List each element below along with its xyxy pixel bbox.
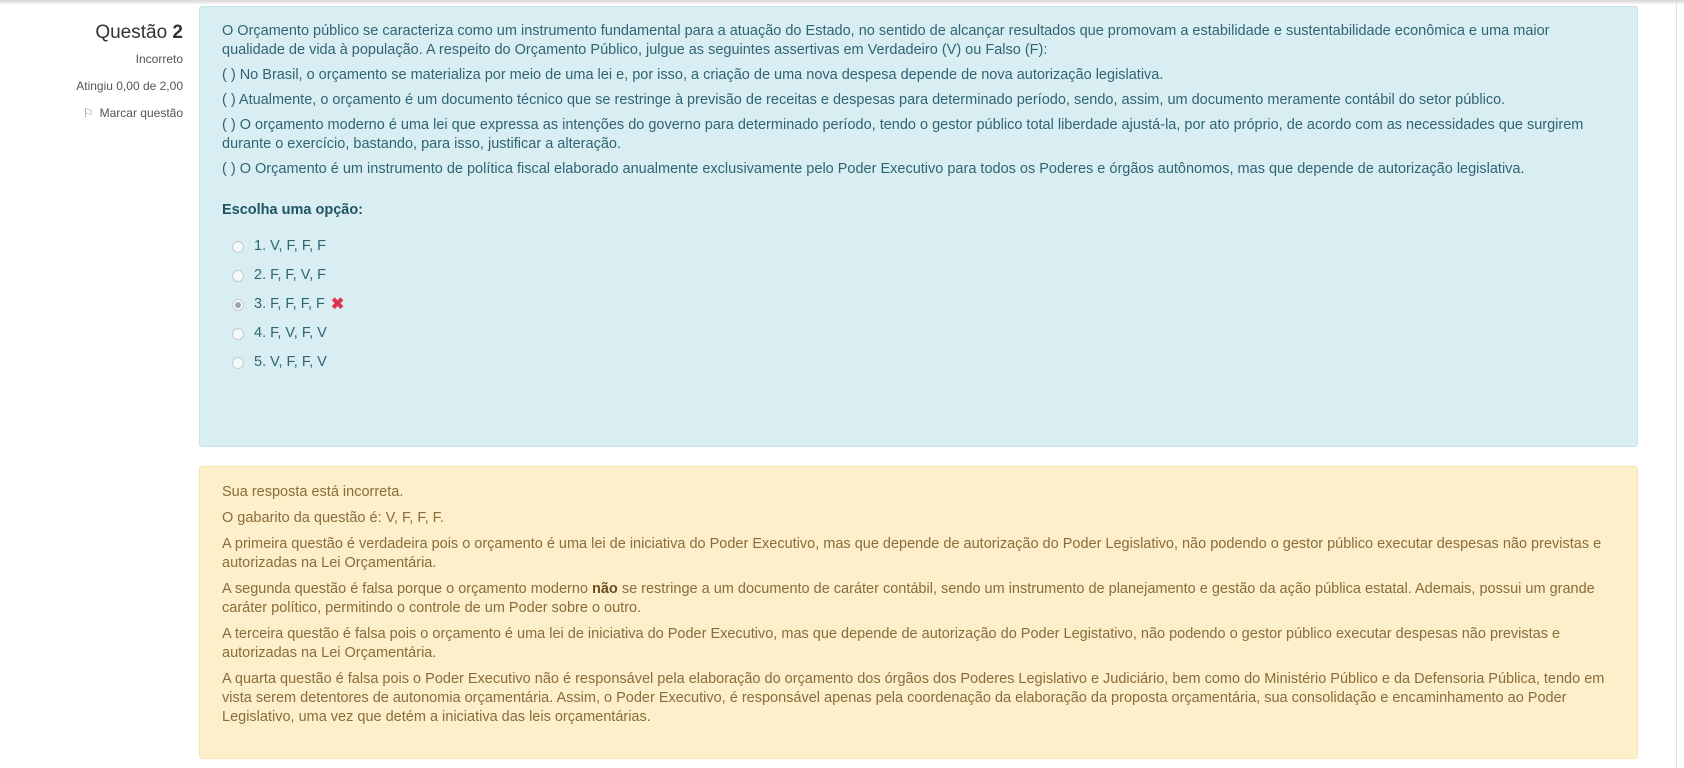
answer-option-3[interactable]: 3. F, F, F, F ✖ — [222, 290, 1615, 319]
answer-option-2[interactable]: 2. F, F, V, F — [222, 261, 1615, 290]
answer-options — [222, 232, 1615, 377]
top-shadow — [0, 0, 1684, 4]
radio-button[interactable] — [232, 241, 244, 253]
choose-option-prompt: Escolha uma opção: — [222, 202, 364, 218]
answer-key: O gabarito da questão é: V, F, F, F. — [222, 510, 444, 526]
answer-option-4[interactable]: 4. F, V, F, V — [222, 319, 1615, 348]
answer-option-5[interactable]: 5. V, F, F, V — [222, 348, 1615, 377]
feedback-paragraph: A segunda questão é falsa porque o orçamento moderno não se restringe a um documento de caráter contábil, sendo um instrumento de planejamento e gestão da ação pública estatal. Ademais, possui um grande caráter político, permitindo o controle de um Poder sobre o outro. — [222, 581, 1595, 616]
feedback-box — [199, 466, 1638, 759]
question-box — [199, 6, 1638, 447]
page-edge — [1676, 0, 1677, 768]
question-status: Incorreto — [135, 52, 183, 66]
feedback-result: Sua resposta está incorreta. — [222, 484, 404, 500]
feedback-paragraph: A quarta questão é falsa pois o Poder Executivo não é responsável pela elaboração do orçamento dos órgãos dos Poderes Legislativo e Judiciário, bem como do Ministério Público e da Defensoria Pública, tendo em vista serem detentores de autonomia orçamentária. Assim, o Poder Executivo, é responsável apenas pela coordenação da elaboração da proposta orçamentária, sua consolidação e encaminhamento ao Poder Legislativo, uma vez que detém a iniciativa das leis orçamentárias. — [222, 671, 1605, 725]
radio-button[interactable] — [232, 270, 244, 282]
statement: ( ) O orçamento moderno é uma lei que expressa as intenções do governo para determinado período, tendo o gestor público total liberdade ajustá-la, por ato próprio, de acordo com as necessidades que surgirem durante o exercício, bastando, para isso, justificar a alteração. — [222, 117, 1584, 152]
radio-button[interactable] — [232, 357, 244, 369]
radio-button-selected[interactable] — [232, 299, 244, 311]
statement: ( ) O Orçamento é um instrumento de política fiscal elaborado anualmente exclusivamente pelo Poder Executivo para todos os Poderes e órgãos autônomos, mas que depende de autorização legislativa. — [222, 161, 1525, 177]
feedback-paragraph: A primeira questão é verdadeira pois o orçamento é uma lei de iniciativa do Poder Executivo, mas que depende de autorização do Poder Legislativo, não podendo o gestor público executar despesas não previstas e autorizadas na Lei Orçamentária. — [222, 536, 1602, 571]
flag-question-link[interactable]: ⚐ Marcar questão — [82, 106, 183, 120]
statement: ( ) No Brasil, o orçamento se materializa por meio de uma lei e, por isso, a criação de uma nova despesa depende de nova autorização legislativa. — [222, 67, 1164, 83]
radio-button[interactable] — [232, 328, 244, 340]
question-number: Questão 2 — [95, 22, 183, 43]
flag-icon: ⚐ — [82, 106, 94, 120]
question-info — [20, 22, 183, 120]
question-grade: Atingiu 0,00 de 2,00 — [76, 79, 183, 93]
question-intro: O Orçamento público se caracteriza como um instrumento fundamental para a atuação do Estado, no sentido de alcançar resultados que promovam a estabilidade e sustentabilidade econômica e uma maior qualidade de vida à população. A respeito do Orçamento Público, julgue as seguintes assertivas em Verdadeiro (V) ou Falso (F): — [222, 23, 1550, 58]
feedback-paragraph: A terceira questão é falsa pois o orçamento é uma lei de iniciativa do Poder Executivo, mas que depende de autorização do Poder Legistativo, não podendo o gestor público executar despesas não previstas e autorizadas na Lei Orçamentária. — [222, 626, 1561, 661]
statement: ( ) Atualmente, o orçamento é um documento técnico que se restringe à previsão de receitas e despesas para determinado período, sendo, assim, um documento meramente contábil do setor público. — [222, 92, 1506, 108]
answer-option-1[interactable]: 1. V, F, F, F — [222, 232, 1615, 261]
incorrect-icon: ✖ — [330, 296, 345, 313]
